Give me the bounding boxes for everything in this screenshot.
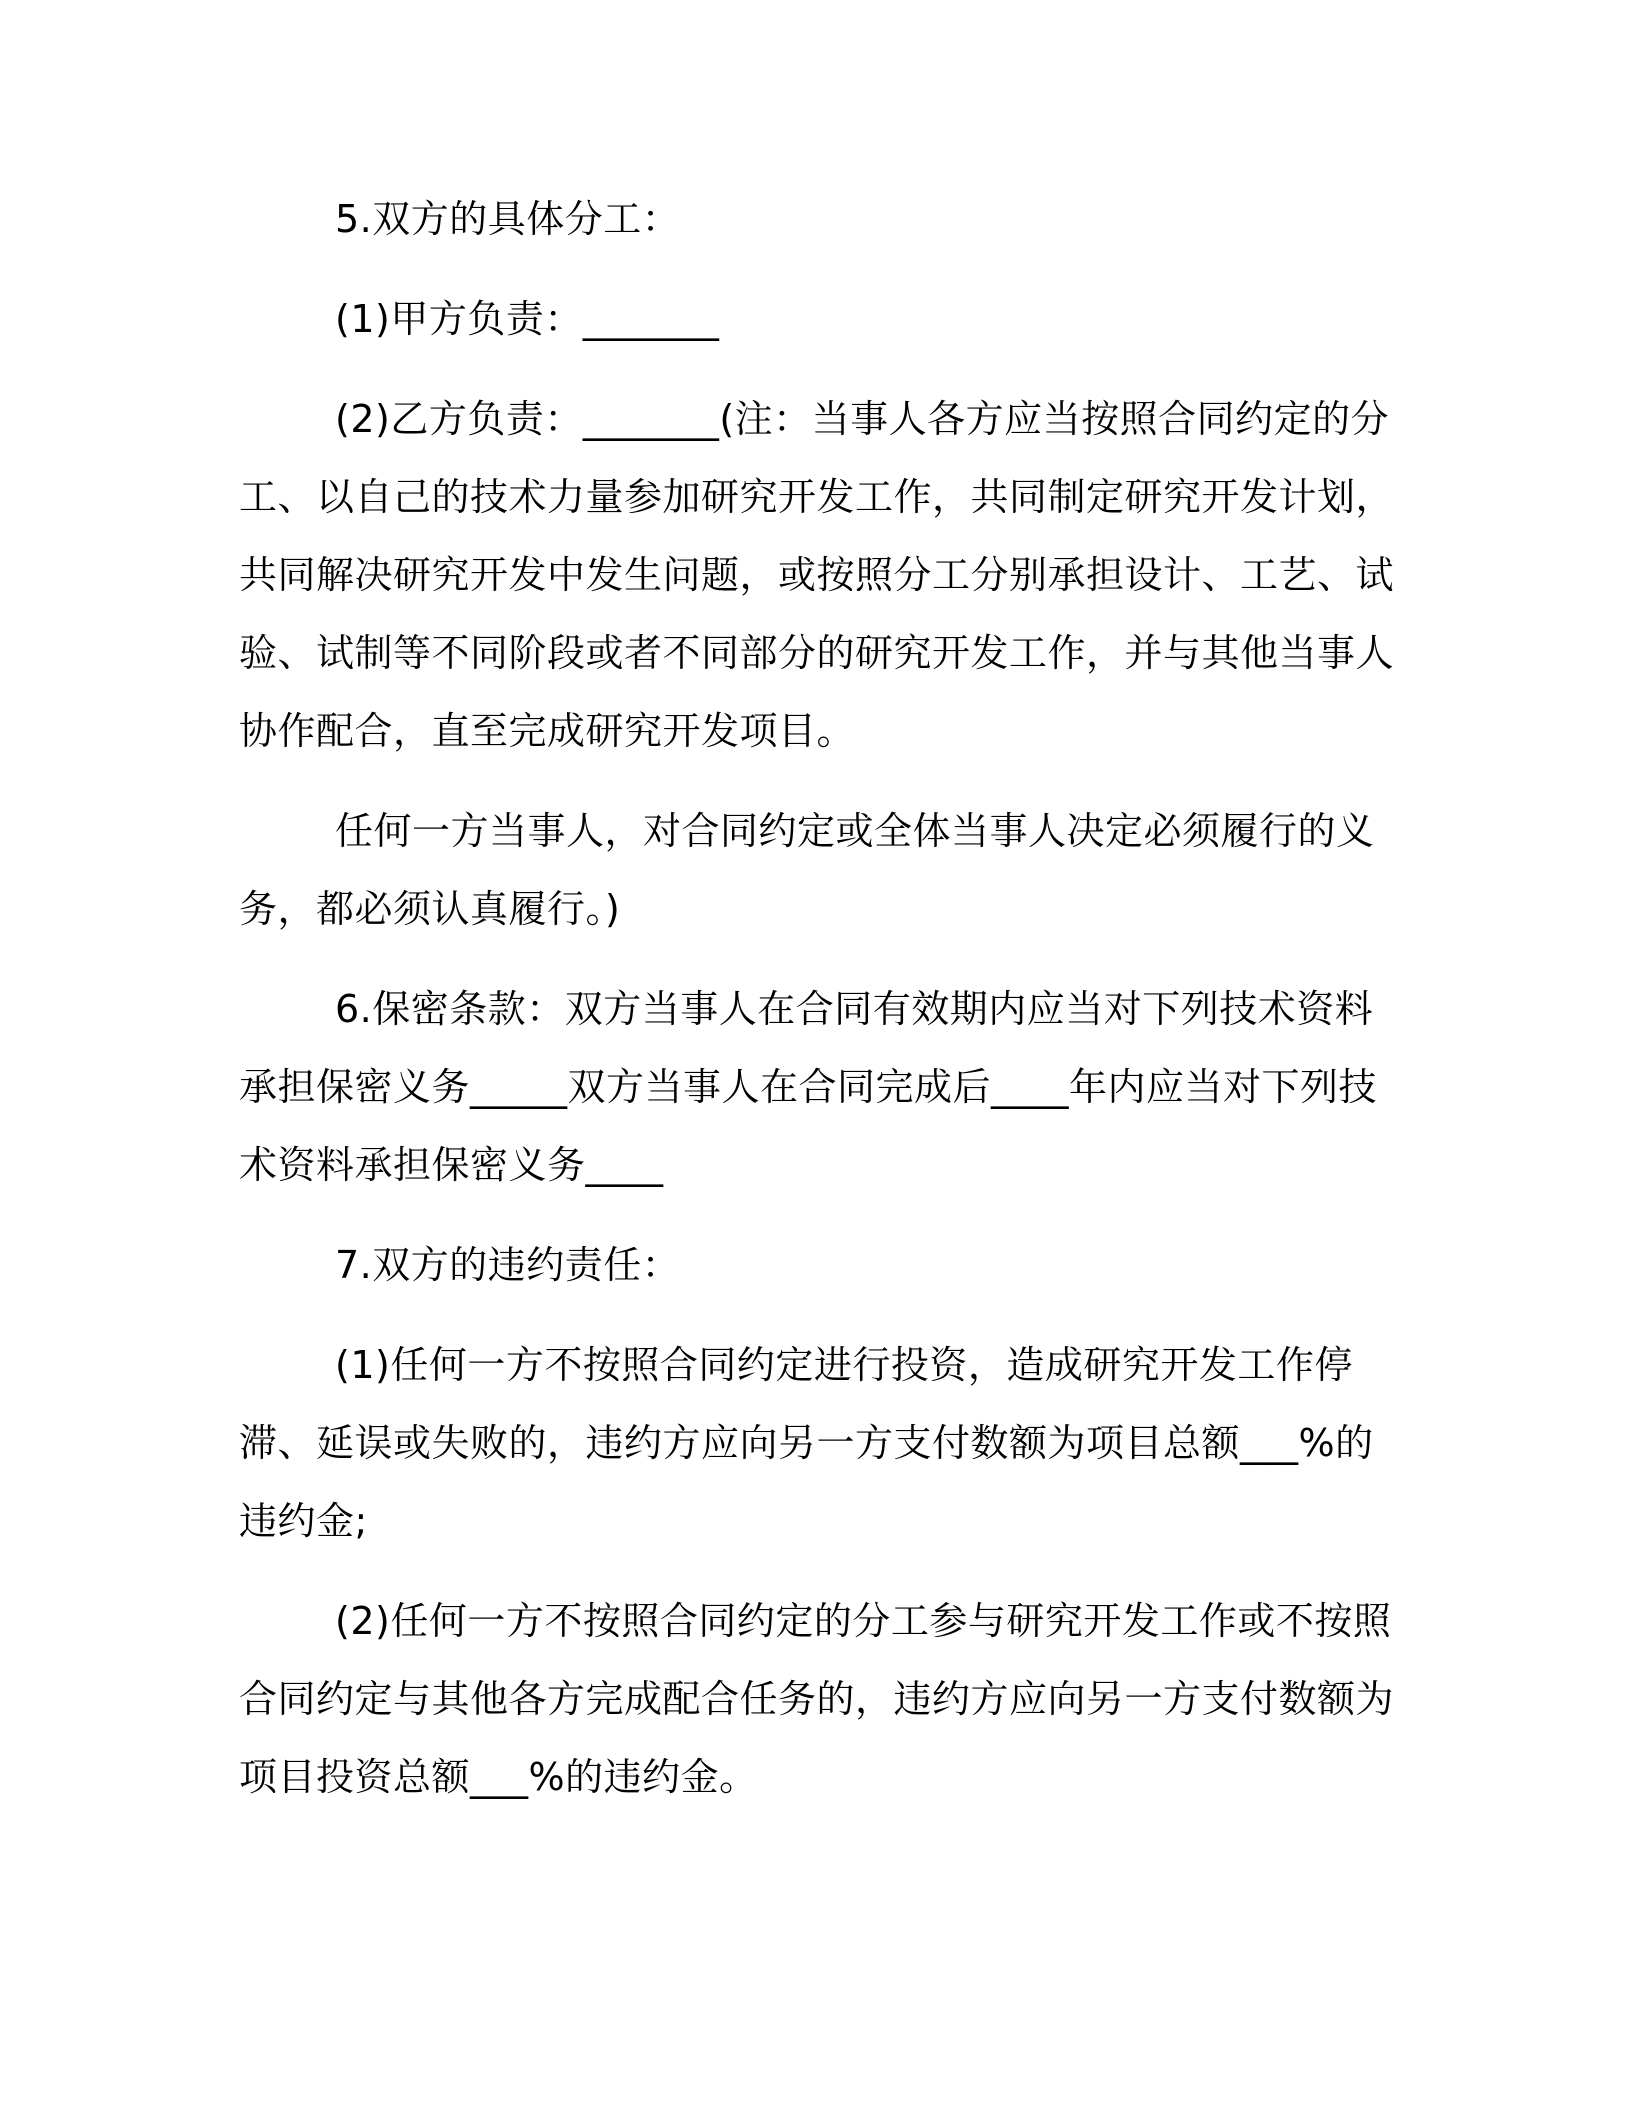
obligation-note: 任何一方当事人，对合同约定或全体当事人决定必须履行的义务，都必须认真履行。) [239,809,1375,931]
document-body [239,180,1399,1816]
party-a-duty: (1)甲方负责：_______ [335,297,720,341]
confidentiality-clause: 6.保密条款：双方当事人在合同有效期内应当对下列技术资料承担保密义务_____双方当事人在合同完成后____年内应当对下列技术资料承担保密义务____ [239,987,1378,1187]
breach-clause-1: (1)任何一方不按照合同约定进行投资，造成研究开发工作停滞、延误或失败的，违约方应向另一方支付数额为项目总额___%的违约金; [239,1343,1374,1543]
party-b-duty: (2)乙方负责：_______(注：当事人各方应当按照合同约定的分工、以自己的技术力量参加研究开发工作，共同制定研究开发计划，共同解决研究开发中发生问题，或按照分工分别承担设计、工艺、试验、试制等不同阶段或者不同部分的研究开发工作，并与其他当事人协作配合，直至完成研究开发项目。 [239,397,1395,753]
section-7-heading: 7.双方的违约责任： [335,1243,681,1287]
breach-clause-2: (2)任何一方不按照合同约定的分工参与研究开发工作或不按照合同约定与其他各方完成配合任务的，违约方应向另一方支付数额为项目投资总额___%的违约金。 [239,1599,1395,1799]
section-5-heading: 5.双方的具体分工： [335,197,681,241]
